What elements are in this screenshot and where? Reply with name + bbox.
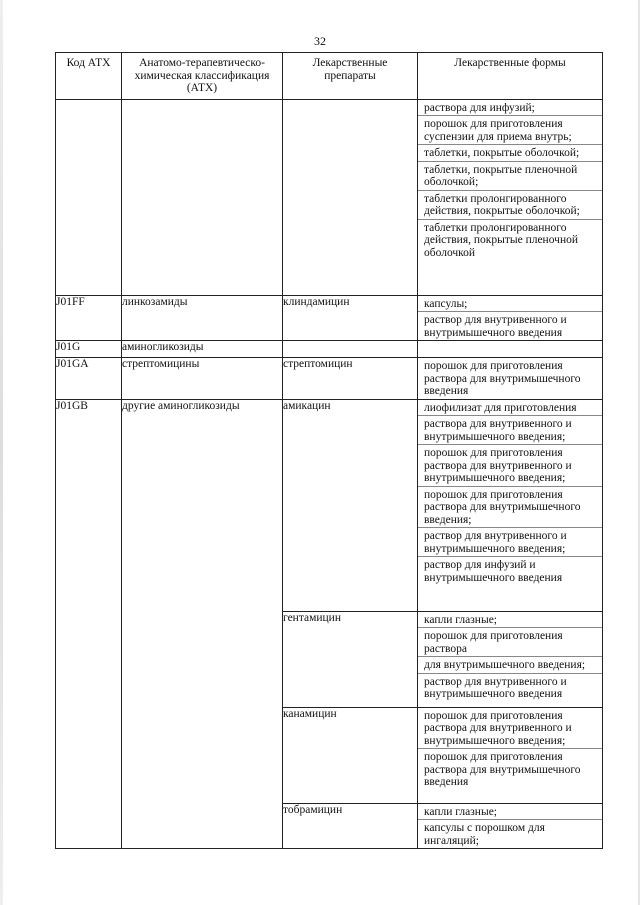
cell-drug: тобрамицин <box>283 803 418 849</box>
cell-code: J01FF <box>56 295 122 341</box>
dosage-form-item: порошок для приготовления раствора для внутримышечного введения <box>418 748 602 790</box>
cell-code: J01GB <box>56 399 122 849</box>
cell-classification: стрептомицины <box>122 358 283 400</box>
scan-edge-left <box>0 0 3 905</box>
cell-drug: канамицин <box>283 707 418 803</box>
dosage-form-item: капли глазные; <box>424 613 497 626</box>
dosage-form-item: капсулы; <box>424 297 468 310</box>
cell-classification <box>122 99 283 295</box>
table-row <box>56 99 603 295</box>
cell-forms <box>418 611 603 707</box>
dosage-form-item: лиофилизат для приготовления <box>424 401 577 414</box>
dosage-form-item: раствора для инфузий; <box>424 101 535 114</box>
cell-classification: линкозамиды <box>122 295 283 341</box>
cell-code <box>56 99 122 295</box>
header-classification: Анатомо-терапевтическо-химическая классификация (АТХ) <box>122 53 283 100</box>
dosage-form-item: таблетки пролонгированного действия, покрытые оболочкой; <box>418 190 602 219</box>
cell-drug: клиндамицин <box>283 295 418 341</box>
dosage-form-item: таблетки пролонгированного действия, покрытые пленочной оболочкой <box>418 219 602 261</box>
cell-forms <box>418 803 603 849</box>
dosage-form-item: капли глазные; <box>424 805 497 818</box>
dosage-form-item: таблетки, покрытые оболочкой; <box>418 144 602 161</box>
page-number: 32 <box>314 34 326 48</box>
table-row <box>56 358 603 400</box>
dosage-form-item: капсулы с порошком для ингаляций; <box>418 819 602 848</box>
dosage-form-item: порошок для приготовления раствора для внутримышечного введения <box>424 360 581 397</box>
header-forms: Лекарственные формы <box>418 53 603 100</box>
cell-code: J01G <box>56 341 122 358</box>
cell-drug <box>283 99 418 295</box>
cell-forms <box>418 99 603 295</box>
cell-drug: стрептомицин <box>283 358 418 400</box>
cell-classification: другие аминогликозиды <box>122 399 283 849</box>
cell-drug: амикацин <box>283 399 418 611</box>
cell-classification: аминогликозиды <box>122 341 283 358</box>
dosage-form-item: таблетки, покрытые пленочной оболочкой; <box>418 161 602 190</box>
table-row <box>56 341 603 358</box>
table-body <box>56 99 603 849</box>
dosage-form-item: порошок для приготовления раствора для внутривенного и внутримышечного введения; <box>424 709 572 747</box>
atx-table <box>55 52 603 849</box>
dosage-form-item: раствора для внутривенного и внутримышечного введения; <box>418 415 602 444</box>
header-code: Код АТХ <box>56 53 122 100</box>
table-header-row <box>56 53 603 100</box>
dosage-form-item: порошок для приготовления суспензии для приема внутрь; <box>418 115 602 144</box>
dosage-form-item: порошок для приготовления раствора для внутривенного и внутримышечного введения; <box>418 444 602 486</box>
dosage-form-item: для внутримышечного введения; <box>418 656 602 673</box>
table-row <box>56 399 603 611</box>
cell-forms <box>418 707 603 803</box>
cell-forms <box>418 358 603 400</box>
cell-forms <box>418 295 603 341</box>
cell-forms <box>418 341 603 358</box>
cell-code: J01GA <box>56 358 122 400</box>
cell-drug <box>283 341 418 358</box>
cell-forms <box>418 399 603 611</box>
dosage-form-item: раствор для внутривенного и внутримышечного введения <box>418 673 602 702</box>
dosage-form-item: порошок для приготовления раствора <box>418 627 602 656</box>
table-row <box>56 295 603 341</box>
dosage-form-item: раствор для инфузий и внутримышечного введения <box>418 556 602 585</box>
cell-drug: гентамицин <box>283 611 418 707</box>
dosage-form-item: раствор для внутривенного и внутримышечного введения <box>418 311 602 340</box>
dosage-form-item: порошок для приготовления раствора для внутримышечного введения; <box>418 486 602 528</box>
header-drugs: Лекарственные препараты <box>283 53 418 100</box>
dosage-form-item: раствор для внутривенного и внутримышечного введения; <box>418 527 602 556</box>
